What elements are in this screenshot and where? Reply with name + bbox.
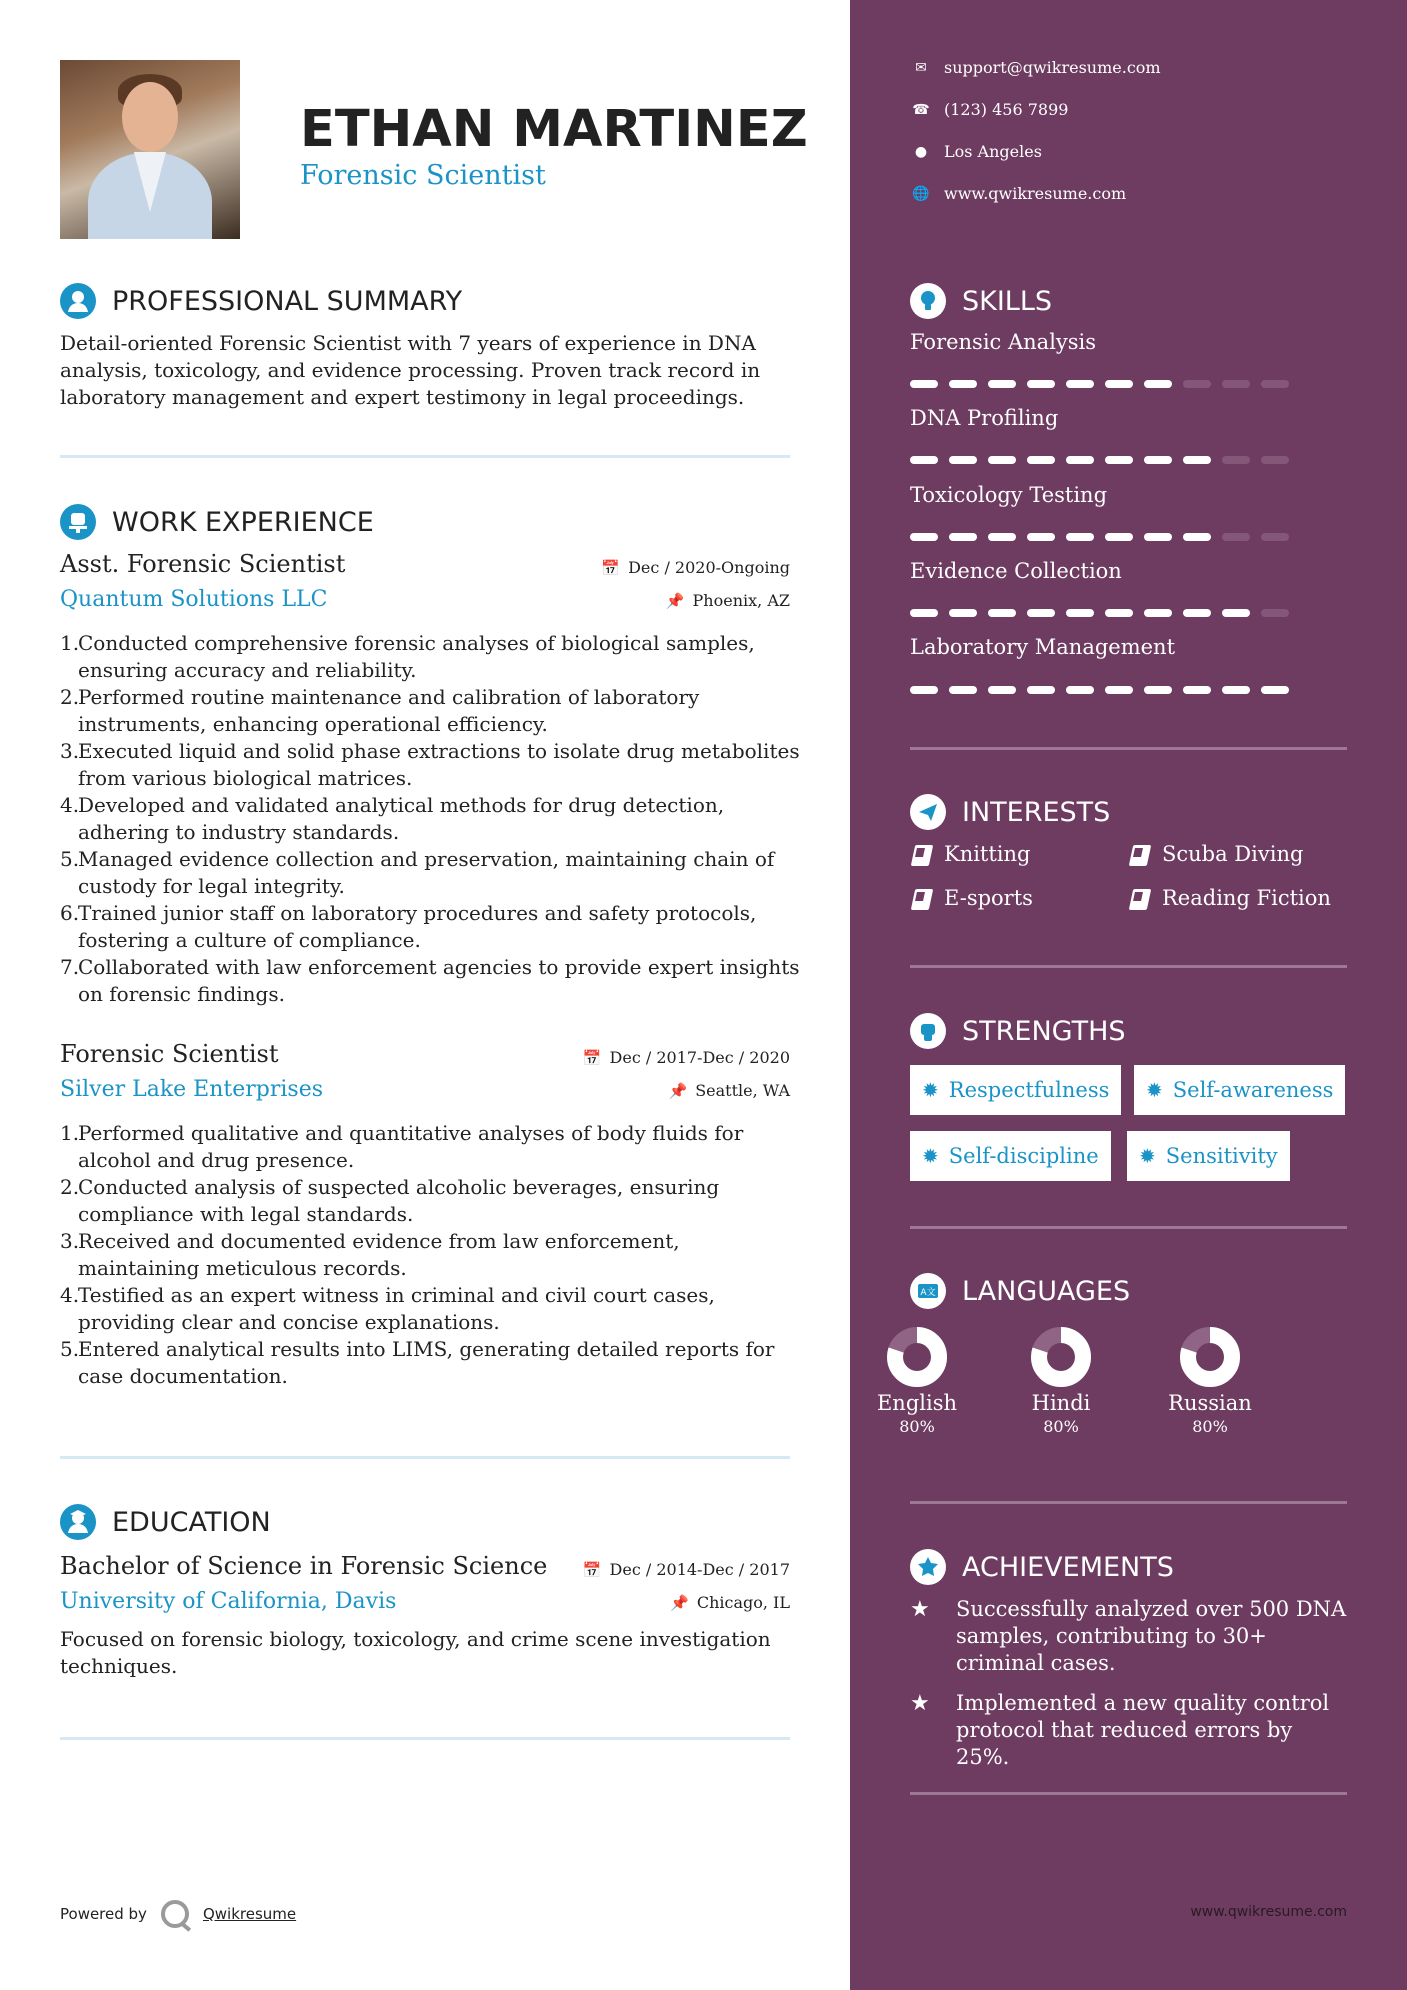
user-icon bbox=[60, 283, 96, 319]
phone-icon: ☎ bbox=[912, 101, 930, 118]
skill-name: Forensic Analysis bbox=[910, 330, 1097, 354]
language-percent: 80% bbox=[1043, 1417, 1079, 1436]
svg-text:A文: A文 bbox=[920, 1288, 936, 1298]
job-location: 📌 Seattle, WA bbox=[668, 1081, 790, 1100]
list-item: 2. Conducted analysis of suspected alcoholic beverages, ensuring compliance with legal standards. bbox=[60, 1175, 720, 1226]
language-item bbox=[1155, 1325, 1265, 1436]
skill-dash bbox=[910, 609, 938, 617]
language-percent: 80% bbox=[1192, 1417, 1228, 1436]
star-badge-icon: ✹ bbox=[922, 1078, 939, 1102]
skill-dash bbox=[1222, 533, 1250, 541]
achievements-heading bbox=[910, 1549, 1174, 1585]
globe-icon: 🌐 bbox=[912, 185, 930, 202]
list-item: 2. Performed routine maintenance and calibration of laboratory instruments, enhancing operational efficiency. bbox=[60, 685, 700, 736]
achievement-item: ★ Successfully analyzed over 500 DNA samples, contributing to 30+ criminal cases. bbox=[910, 1597, 1347, 1675]
skill-dash bbox=[1027, 533, 1055, 541]
company-name: Silver Lake Enterprises bbox=[60, 1077, 324, 1102]
section-title: PROFESSIONAL SUMMARY bbox=[112, 285, 463, 317]
skill-dash bbox=[1027, 609, 1055, 617]
skill-dash bbox=[988, 456, 1016, 464]
profile-photo bbox=[60, 60, 240, 239]
skill-name: Toxicology Testing bbox=[910, 483, 1108, 507]
calendar-icon: 📅 bbox=[582, 1560, 602, 1579]
interest-item: Reading Fiction bbox=[1128, 886, 1331, 910]
skill-dash bbox=[1183, 686, 1211, 694]
powered-by bbox=[60, 1900, 296, 1928]
skill-dash bbox=[910, 456, 938, 464]
skill-dash bbox=[1066, 686, 1094, 694]
skill-dash bbox=[949, 609, 977, 617]
degree-title: Bachelor of Science in Forensic Science bbox=[60, 1552, 548, 1580]
skill-dash bbox=[1066, 380, 1094, 388]
skill-dash bbox=[1144, 609, 1172, 617]
shooting-star-icon: ★ bbox=[910, 1597, 930, 1622]
language-icon bbox=[910, 1273, 946, 1309]
divider bbox=[60, 455, 790, 458]
list-item: 4. Testified as an expert witness in criminal and civil court cases, providing clear and concise explanations. bbox=[60, 1283, 715, 1334]
calendar-icon: 📅 bbox=[601, 558, 621, 577]
skill-dash bbox=[988, 609, 1016, 617]
skill-dash bbox=[988, 686, 1016, 694]
interests-heading bbox=[910, 794, 1110, 830]
section-title: SKILLS bbox=[962, 285, 1053, 317]
skill-dash bbox=[1105, 456, 1133, 464]
skill-dash bbox=[1066, 609, 1094, 617]
education-description: Focused on forensic biology, toxicology, and crime scene investigation techniques. bbox=[60, 1627, 771, 1678]
list-item: 5. Entered analytical results into LIMS, generating detailed reports for case documentation. bbox=[60, 1337, 775, 1388]
skill-name: Evidence Collection bbox=[910, 559, 1122, 583]
list-item: 1. Conducted comprehensive forensic analyses of biological samples, ensuring accuracy and reliability. bbox=[60, 631, 755, 682]
skill-dash bbox=[1066, 533, 1094, 541]
skill-dash bbox=[1105, 380, 1133, 388]
pin-icon: 📌 bbox=[668, 1081, 688, 1100]
job-location: 📌 Phoenix, AZ bbox=[665, 591, 790, 610]
book-icon bbox=[910, 888, 930, 908]
skill-name: Laboratory Management bbox=[910, 635, 1176, 659]
divider bbox=[910, 1226, 1347, 1229]
company-name: Quantum Solutions LLC bbox=[60, 587, 328, 612]
section-title: STRENGTHS bbox=[962, 1015, 1126, 1047]
skill-dash bbox=[1105, 609, 1133, 617]
skill-name: DNA Profiling bbox=[910, 406, 1059, 430]
job-dates: 📅 Dec / 2020-Ongoing bbox=[601, 558, 790, 577]
divider bbox=[910, 1501, 1347, 1504]
job-bullets bbox=[60, 1120, 800, 1390]
language-donut bbox=[1029, 1325, 1093, 1389]
education-location: 📌 Chicago, IL bbox=[670, 1593, 790, 1612]
skill-dash bbox=[1027, 380, 1055, 388]
book-icon bbox=[910, 844, 930, 864]
education-heading bbox=[60, 1504, 271, 1540]
skill-dash bbox=[1261, 380, 1289, 388]
strength-badge: ✹ Respectfulness bbox=[910, 1065, 1121, 1115]
sidebar bbox=[850, 0, 1407, 1990]
fist-icon bbox=[910, 1013, 946, 1049]
skill-dash bbox=[1027, 456, 1055, 464]
star-badge-icon: ✹ bbox=[922, 1144, 939, 1168]
star-badge-icon: ✹ bbox=[1139, 1144, 1156, 1168]
section-title: ACHIEVEMENTS bbox=[962, 1551, 1174, 1583]
job-bullets bbox=[60, 630, 800, 1008]
skill-dash bbox=[910, 533, 938, 541]
skill-dash bbox=[1144, 686, 1172, 694]
skill-dash bbox=[1222, 456, 1250, 464]
skill-dash bbox=[1261, 456, 1289, 464]
strength-badge: ✹ Self-awareness bbox=[1134, 1065, 1345, 1115]
briefcase-icon bbox=[60, 504, 96, 540]
skill-dash bbox=[1144, 456, 1172, 464]
divider bbox=[910, 965, 1347, 968]
powered-by-label: Powered by bbox=[60, 1905, 147, 1923]
book-icon bbox=[1128, 844, 1148, 864]
skill-dash bbox=[1183, 533, 1211, 541]
skill-dash bbox=[949, 686, 977, 694]
strength-badge: ✹ Self-discipline bbox=[910, 1131, 1111, 1181]
paper-plane-icon bbox=[910, 794, 946, 830]
skill-dash bbox=[1222, 686, 1250, 694]
experience-heading bbox=[60, 504, 374, 540]
divider bbox=[60, 1737, 790, 1740]
language-name: Hindi bbox=[1031, 1391, 1091, 1415]
list-item: 5. Managed evidence collection and preservation, maintaining chain of custody for legal integrity. bbox=[60, 847, 775, 898]
lightbulb-icon bbox=[910, 283, 946, 319]
list-item: 6. Trained junior staff on laboratory procedures and safety protocols, fostering a culture of compliance. bbox=[60, 901, 757, 952]
section-title: INTERESTS bbox=[962, 796, 1111, 828]
trophy-star-icon bbox=[910, 1549, 946, 1585]
pin-icon: 📌 bbox=[670, 1593, 689, 1612]
language-item bbox=[862, 1325, 972, 1436]
skill-dash bbox=[988, 380, 1016, 388]
contact-phone[interactable]: ☎ (123) 456 7899 bbox=[910, 100, 1068, 119]
school-name: University of California, Davis bbox=[60, 1589, 397, 1614]
skill-dash bbox=[1261, 533, 1289, 541]
calendar-icon: 📅 bbox=[582, 1048, 602, 1067]
skill-dash bbox=[949, 533, 977, 541]
education-dates: 📅 Dec / 2014-Dec / 2017 bbox=[582, 1560, 790, 1579]
star-badge-icon: ✹ bbox=[1146, 1078, 1163, 1102]
section-title: EDUCATION bbox=[112, 1506, 271, 1538]
skill-dash bbox=[1222, 380, 1250, 388]
job-title: Asst. Forensic Scientist bbox=[60, 550, 346, 578]
skill-dash bbox=[1105, 686, 1133, 694]
skill-dash bbox=[988, 533, 1016, 541]
graduation-icon bbox=[60, 1504, 96, 1540]
skill-dash bbox=[1261, 609, 1289, 617]
interest-item: Knitting bbox=[910, 842, 1031, 866]
language-name: Russian bbox=[1168, 1391, 1252, 1415]
map-pin-icon: ● bbox=[914, 143, 928, 160]
list-item: 4. Developed and validated analytical methods for drug detection, adhering to industry standards. bbox=[60, 793, 725, 844]
candidate-role: Forensic Scientist bbox=[300, 160, 546, 191]
candidate-name: ETHAN MARTINEZ bbox=[300, 100, 808, 159]
skill-dash bbox=[1183, 456, 1211, 464]
contact-location: ● Los Angeles bbox=[910, 142, 1042, 161]
language-item bbox=[1006, 1325, 1116, 1436]
job-dates: 📅 Dec / 2017-Dec / 2020 bbox=[582, 1048, 790, 1067]
section-title: LANGUAGES bbox=[962, 1275, 1131, 1307]
language-name: English bbox=[876, 1391, 958, 1415]
summary-heading bbox=[60, 283, 462, 319]
achievement-item: ★ Implemented a new quality control protocol that reduced errors by 25%. bbox=[910, 1691, 1330, 1769]
shooting-star-icon: ★ bbox=[910, 1691, 930, 1716]
section-title: WORK EXPERIENCE bbox=[112, 506, 374, 538]
skill-dash bbox=[1261, 686, 1289, 694]
contact-website[interactable]: 🌐 www.qwikresume.com bbox=[910, 184, 1126, 203]
skill-dash bbox=[910, 380, 938, 388]
interest-item: Scuba Diving bbox=[1128, 842, 1303, 866]
list-item: 3. Received and documented evidence from law enforcement, maintaining meticulous records. bbox=[60, 1229, 680, 1280]
divider bbox=[910, 747, 1347, 750]
skill-dash bbox=[1105, 533, 1133, 541]
contact-email[interactable]: ✉ support@qwikresume.com bbox=[910, 58, 1161, 77]
strengths-heading bbox=[910, 1013, 1126, 1049]
envelope-icon: ✉ bbox=[915, 59, 927, 76]
languages-heading bbox=[910, 1273, 1130, 1309]
interest-item: E-sports bbox=[910, 886, 1033, 910]
job-title: Forensic Scientist bbox=[60, 1040, 279, 1068]
qwikresume-logo-icon bbox=[161, 1900, 189, 1928]
strength-badge: ✹ Sensitivity bbox=[1127, 1131, 1290, 1181]
pin-icon: 📌 bbox=[665, 591, 685, 610]
skill-dash bbox=[1144, 533, 1172, 541]
footer-website[interactable]: www.qwikresume.com bbox=[1190, 1904, 1347, 1920]
skill-dash bbox=[949, 380, 977, 388]
skill-dash bbox=[949, 456, 977, 464]
skill-dash bbox=[1066, 456, 1094, 464]
list-item: 3. Executed liquid and solid phase extractions to isolate drug metabolites from various biological matrices. bbox=[60, 739, 800, 790]
divider bbox=[910, 1792, 1347, 1795]
skill-dash bbox=[1183, 609, 1211, 617]
language-percent: 80% bbox=[899, 1417, 935, 1436]
language-donut bbox=[885, 1325, 949, 1389]
language-donut bbox=[1178, 1325, 1242, 1389]
divider bbox=[60, 1456, 790, 1459]
list-item: 1. Performed qualitative and quantitative analyses of body fluids for alcohol and drug presence. bbox=[60, 1121, 744, 1172]
skill-dash bbox=[1222, 609, 1250, 617]
qwikresume-link[interactable]: Qwikresume bbox=[202, 1905, 297, 1923]
list-item: 7. Collaborated with law enforcement agencies to provide expert insights on forensic findings. bbox=[60, 955, 800, 1006]
skill-dash bbox=[910, 686, 938, 694]
summary-text: Detail-oriented Forensic Scientist with 7 years of experience in DNA analysis, toxicology, and evidence processing. Proven track record in laboratory management and expert testimony in legal proceedings. bbox=[60, 331, 761, 409]
skill-dash bbox=[1144, 380, 1172, 388]
skill-dash bbox=[1027, 686, 1055, 694]
skills-heading bbox=[910, 283, 1052, 319]
book-icon bbox=[1128, 888, 1148, 908]
skill-dash bbox=[1183, 380, 1211, 388]
